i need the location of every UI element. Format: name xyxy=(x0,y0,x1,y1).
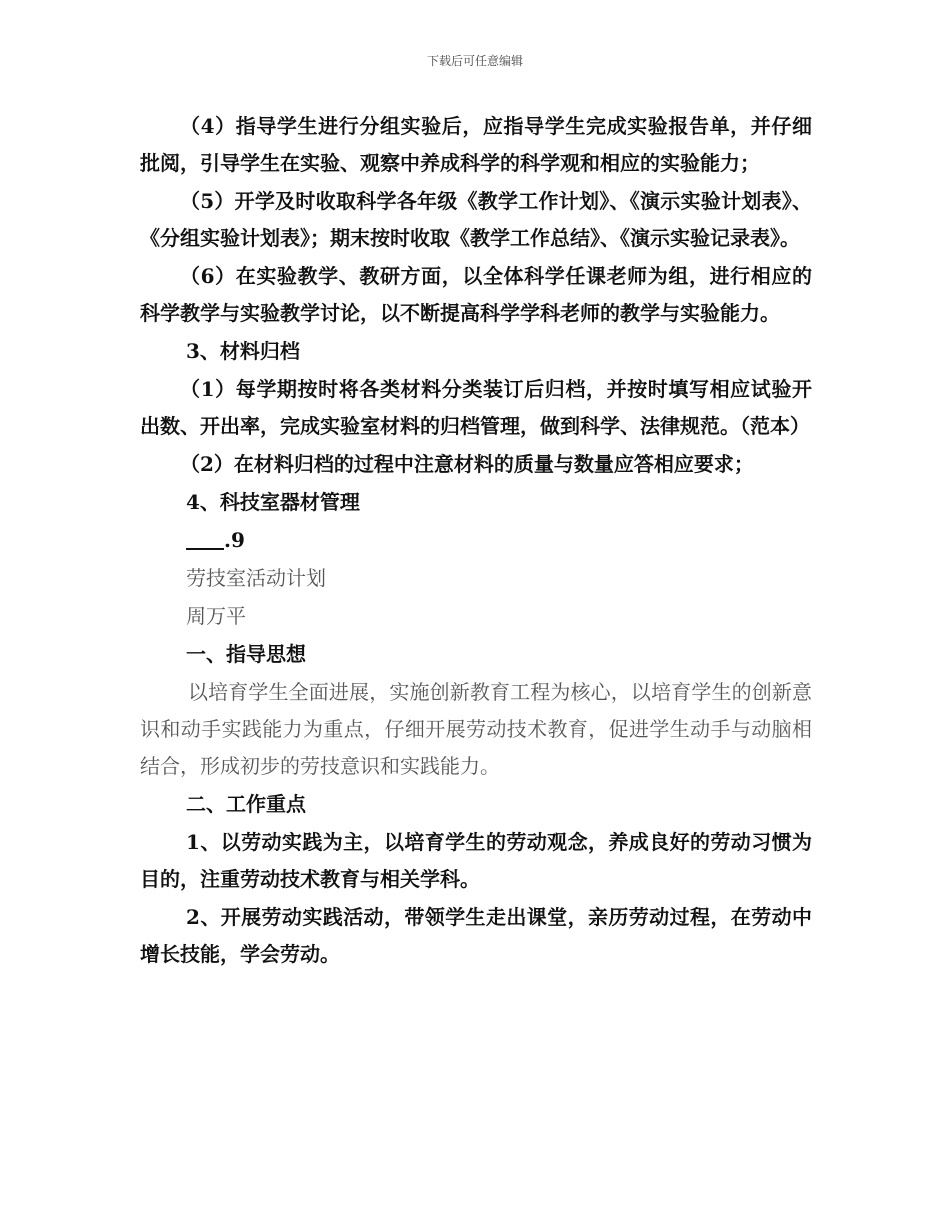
page-header: 下载后可任意编辑 xyxy=(426,54,523,68)
paragraph-archive-1: （1）每学期按时将各类材料分类装订后归档，并按时填写相应试验开出数、开出率，完成实验室材料的归档管理，做到科学、法律规范。（范本） xyxy=(140,377,812,438)
paragraph-archive-2: （2）在材料归档的过程中注意材料的质量与数量应答相应要求； xyxy=(180,452,754,476)
section-heading-guiding-ideology: 一、指导思想 xyxy=(186,642,306,666)
paragraph-item-4: （4）指导学生进行分组实验后，应指导学生完成实验报告单，并仔细批阅，引导学生在实验、观察中养成科学的科学观和相应的实验能力； xyxy=(140,114,812,175)
section-heading-equipment: 4、科技室器材管理 xyxy=(186,490,360,514)
document-body xyxy=(140,108,812,974)
blank-underline xyxy=(186,528,224,550)
section-heading-materials-archive: 3、材料归档 xyxy=(186,339,300,363)
date-suffix: .9 xyxy=(224,528,245,552)
paragraph-work-focus-2: 2、开展劳动实践活动，带领学生走出课堂，亲历劳动过程，在劳动中增长技能，学会劳动。 xyxy=(140,905,812,966)
author-name: 周万平 xyxy=(186,604,246,628)
date-line xyxy=(140,522,812,559)
document-title: 劳技室活动计划 xyxy=(186,566,326,590)
paragraph-item-6: （6）在实验教学、教研方面，以全体科学任课老师为组，进行相应的科学教学与实验教学讨论，以不断提高科学学科老师的教学与实验能力。 xyxy=(140,264,812,325)
paragraph-work-focus-1: 1、以劳动实践为主，以培育学生的劳动观念，养成良好的劳动习惯为目的，注重劳动技术教育与相关学科。 xyxy=(140,830,812,891)
section-heading-work-focus: 二、工作重点 xyxy=(186,792,306,816)
paragraph-guiding-ideology: 以培育学生全面进展，实施创新教育工程为核心，以培育学生的创新意识和动手实践能力为重点，仔细开展劳动技术教育，促进学生动手与动脑相结合，形成初步的劳技意识和实践能力。 xyxy=(140,680,812,778)
paragraph-item-5: （5）开学及时收取科学各年级《教学工作计划》、《演示实验计划表》、《分组实验计划表》；期末按时收取《教学工作总结》、《演示实验记录表》。 xyxy=(140,189,812,250)
